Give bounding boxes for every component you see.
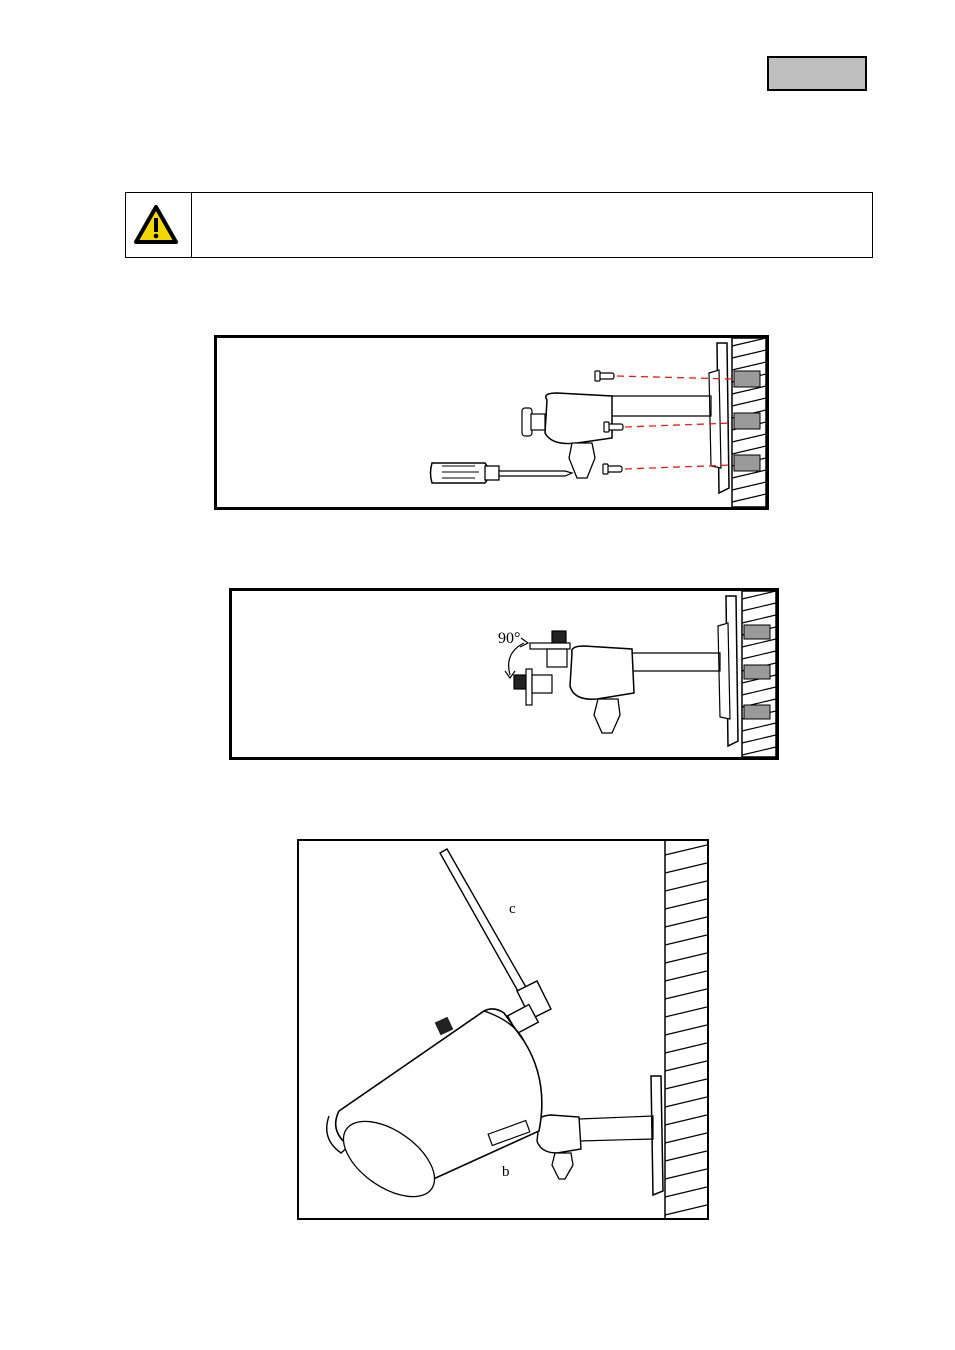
wall-plug <box>734 455 760 471</box>
wall-plug <box>744 625 770 639</box>
wall-plug <box>734 371 760 387</box>
figure-bracket-rotation <box>229 588 779 760</box>
bracket-arm <box>632 653 720 671</box>
warning-triangle-icon <box>134 205 178 245</box>
antenna <box>440 849 551 1033</box>
camera-mounted-illustration <box>299 841 707 1218</box>
bracket-joint <box>545 393 612 444</box>
warning-box <box>125 192 873 258</box>
camera-mount-head <box>514 631 570 705</box>
bracket-arm <box>612 396 711 416</box>
wall-plug <box>734 413 760 429</box>
bracket-rotation-illustration <box>232 591 776 757</box>
wall-plug <box>744 705 770 719</box>
wall-hatching <box>665 845 707 1215</box>
rotation-arrow <box>509 643 524 675</box>
figure-bracket-mounting <box>214 335 769 510</box>
wall-plug <box>744 665 770 679</box>
figure-camera-mounted <box>297 839 709 1220</box>
warning-icon-cell <box>126 193 192 257</box>
locking-knob <box>552 1153 573 1179</box>
camera-body <box>327 1009 542 1212</box>
label-c: c <box>509 901 516 917</box>
bracket-joint <box>570 646 634 699</box>
bracket-arm <box>579 1116 653 1141</box>
header-tab <box>767 56 867 91</box>
rotation-angle-label: 90° <box>498 630 521 647</box>
locking-knob <box>594 699 620 733</box>
label-b: b <box>502 1164 510 1180</box>
bracket-joint <box>537 1115 581 1153</box>
screwdriver <box>431 463 573 483</box>
bracket-mounting-illustration <box>217 338 766 507</box>
